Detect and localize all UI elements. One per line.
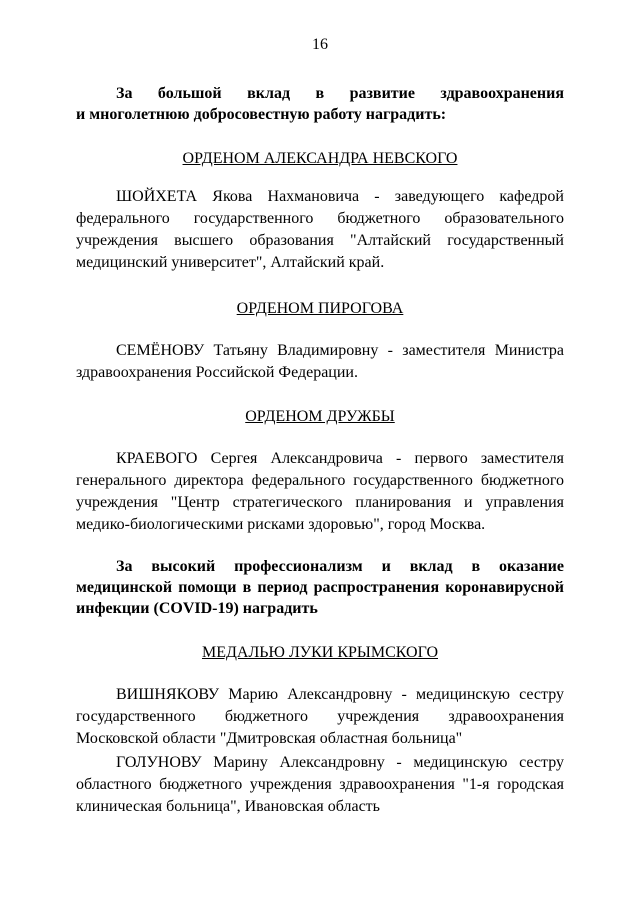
award1-recipient: ШОЙХЕТА Якова Нахмановича - заведующего кафедрой федерального государственного бюджетного образовательного учреждения высшего образования "Алтайский государственный медицинский университет", Алтайский край. [76, 188, 564, 271]
page-number: 16 [312, 36, 328, 53]
section1-intro-line1: За большой вклад в развитие здравоохранения [116, 85, 564, 102]
section1-intro [76, 83, 564, 125]
section2-intro-line3: инфекции (COVID-19) наградить [76, 600, 318, 617]
section1-intro-line2: и многолетнюю добросовестную работу наградить: [76, 106, 447, 123]
award4-heading: МЕДАЛЬЮ ЛУКИ КРЫМСКОГО [201, 644, 438, 661]
award4-recipient2: ГОЛУНОВУ Марину Александровну - медицинскую сестру областного бюджетного учреждения здравоохранения "1-я городская клиническая больница", Ивановская область [76, 754, 564, 815]
award1-heading: ОРДЕНОМ АЛЕКСАНДРА НЕВСКОГО [182, 150, 458, 167]
section2-intro [76, 556, 564, 619]
award2-recipient: СЕМЁНОВУ Татьяну Владимировну - заместителя Министра здравоохранения Российской Федерации. [76, 342, 564, 381]
section2-intro-line2: медицинской помощи в период распространения коронавирусной [76, 579, 564, 596]
award3-recipient: КРАЕВОГО Сергея Александровича - первого заместителя генерального директора федерального государственного бюджетного учреждения "Центр стратегического планирования и управления медико-биологическими рисками здоровью", город Москва. [76, 450, 564, 533]
award3-heading: ОРДЕНОМ ДРУЖБЫ [245, 408, 395, 425]
award2-heading: ОРДЕНОМ ПИРОГОВА [236, 300, 404, 317]
award4-recipient1: ВИШНЯКОВУ Марию Александровну - медицинскую сестру государственного бюджетного учреждения здравоохранения Московской области "Дмитровская областная больница" [76, 686, 564, 747]
section2-intro-line1: За высокий профессионализм и вклад в оказание [116, 558, 564, 575]
